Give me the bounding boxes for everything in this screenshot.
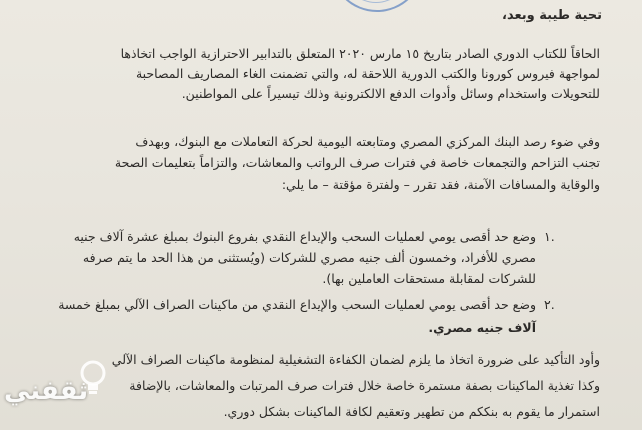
paragraph-line: والوقاية والمسافات الآمنة، فقد تقرر – ولفترة مؤقتة – ما يلي:	[281, 177, 600, 192]
paragraph-line: لمواجهة فيروس كورونا والكتب الدورية اللاحقة له، والتي تضمنت الغاء المصاريف المصاحبة	[135, 66, 600, 81]
site-watermark	[4, 358, 114, 424]
lightbulb-icon	[78, 358, 108, 402]
list-number: ١.	[544, 229, 555, 244]
watermark-text: ثقفني	[4, 376, 89, 406]
paragraph-line: وكذا تغذية الماكينات بصفة مستمرة خاصة خلال فترات صرف المرتبات والمعاشات، بالإضافة	[129, 378, 600, 393]
paragraph-line: وفي ضوء رصد البنك المركزي المصري ومتابعته اليومية لحركة التعاملات مع البنوك، وبهدف	[135, 134, 600, 149]
list-item-line: آلاف جنيه مصري.	[428, 320, 536, 335]
list-item-line: وضع حد أقصى يومي لعمليات السحب والإيداع النقدي بفروع البنوك بمبلغ عشرة آلاف جنيه	[73, 229, 536, 244]
list-item-line: للشركات لمقابلة مستحقات العاملين بها).	[322, 271, 536, 286]
paragraph-line: تجنب التزاحم والتجمعات خاصة في فترات صرف الرواتب والمعاشات، والتزاماً بتعليمات الصحة	[114, 155, 600, 170]
list-number: ٢.	[544, 297, 555, 312]
greeting: تحية طيبة وبعد،	[502, 8, 602, 23]
list-item-line: وضع حد أقصى يومي لعمليات السحب والإيداع النقدي من ماكينات الصراف الآلي بمبلغ خمسة	[58, 297, 536, 312]
paragraph-line: استمرار ما يقوم به بنككم من تطهير وتعقيم لكافة الماكينات بشكل دوري.	[223, 404, 600, 419]
list-item-line: مصري للأفراد، وخمسون ألف جنيه مصري للشركات (ويُستثنى من هذا الحد ما يتم صرفه	[82, 250, 536, 265]
paragraph-line: وأود التأكيد على ضرورة اتخاذ ما يلزم لضمان الكفاءة التشغيلية لمنظومة ماكينات الصراف الآلي	[111, 352, 600, 367]
paragraph-line: للتحويلات واستخدام وسائل وأدوات الدفع الالكترونية وذلك تيسيراً على المواطنين.	[181, 86, 600, 101]
paragraph-line: الحاقاً للكتاب الدوري الصادر بتاريخ ١٥ مارس ٢٠٢٠ المتعلق بالتدابير الاحترازية الواجب اتخاذها	[120, 46, 600, 61]
